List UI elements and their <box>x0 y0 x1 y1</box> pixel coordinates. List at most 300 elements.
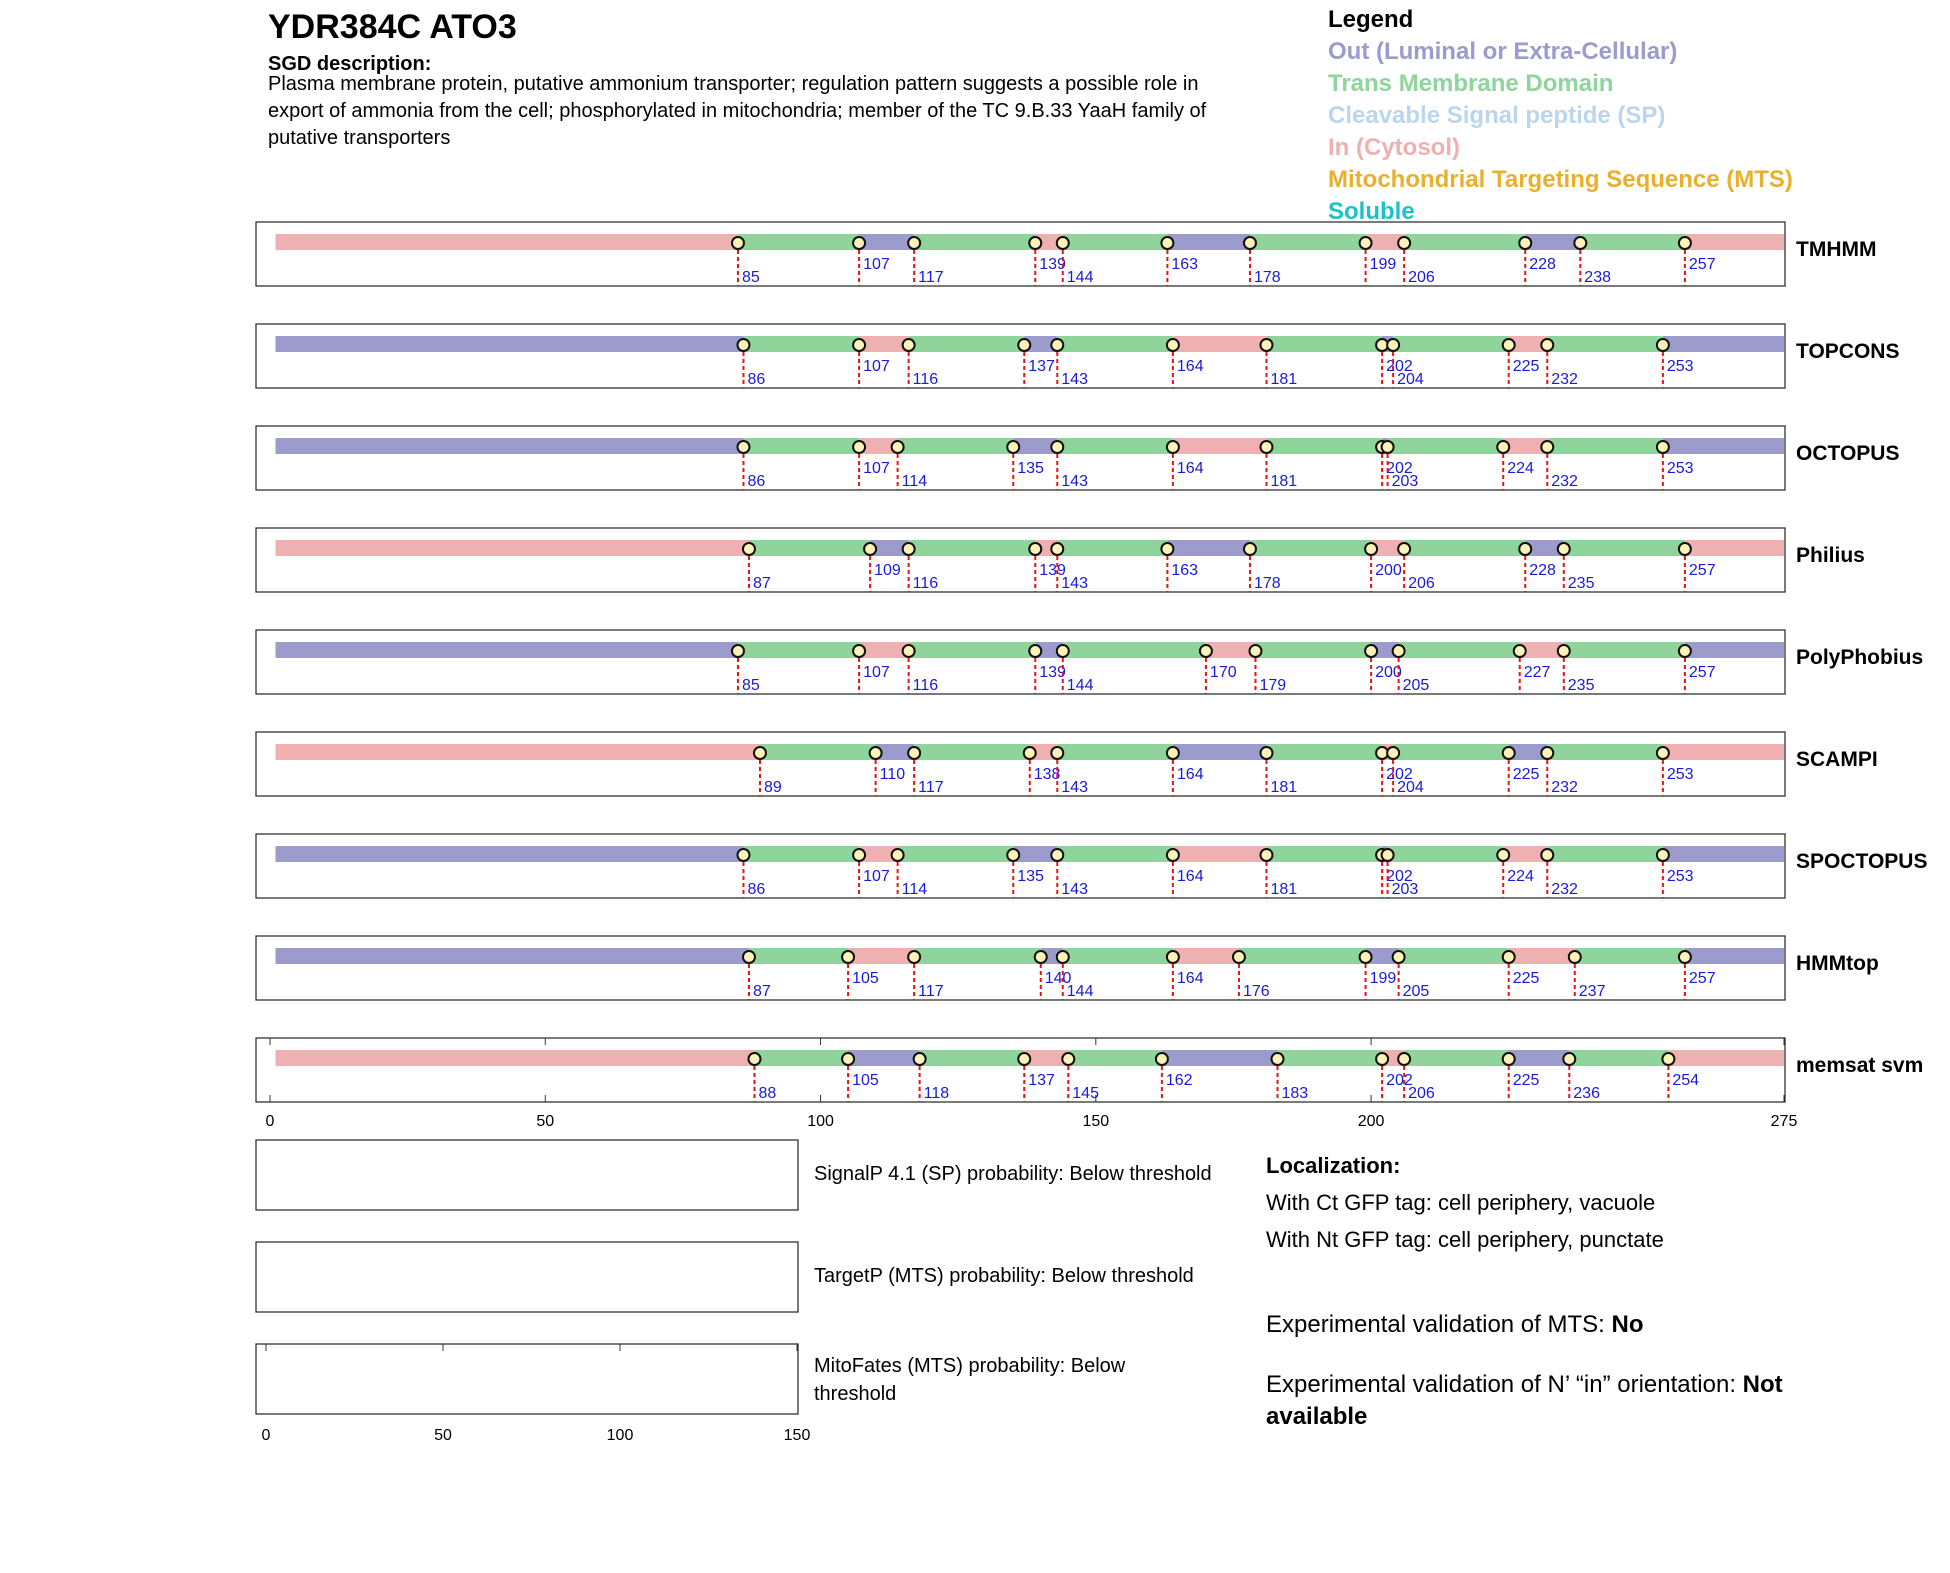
prob-text: TargetP (MTS) probability: Below threshold <box>814 1265 1194 1287</box>
boundary-label: 118 <box>923 1085 950 1102</box>
segment-tm <box>1547 438 1663 454</box>
boundary-label: 116 <box>912 677 939 694</box>
boundary-marker <box>853 645 865 657</box>
segment-tm <box>909 642 1036 658</box>
validation-orientation-value-2: available <box>1266 1403 1368 1430</box>
boundary-label: 143 <box>1061 473 1088 490</box>
boundary-label: 86 <box>747 881 766 898</box>
boundary-marker <box>1679 543 1691 555</box>
boundary-label: 253 <box>1666 358 1694 375</box>
validation-mts <box>1266 1311 1643 1338</box>
predictor-name: HMMtop <box>1796 952 1879 975</box>
boundary-marker <box>732 237 744 249</box>
page-title: YDR384C ATO3 <box>268 8 517 46</box>
prob-text: threshold <box>814 1383 897 1405</box>
boundary-marker <box>1679 951 1691 963</box>
boundary-marker <box>1029 543 1041 555</box>
boundary-label: 225 <box>1512 766 1540 783</box>
boundary-marker <box>1018 1053 1030 1065</box>
boundary-marker <box>1503 951 1515 963</box>
segment-tm <box>1399 642 1520 658</box>
boundary-marker <box>1558 543 1570 555</box>
boundary-marker <box>1393 645 1405 657</box>
segment-out <box>1525 234 1580 250</box>
boundary-label: 181 <box>1270 371 1298 388</box>
boundary-label: 202 <box>1386 1072 1413 1089</box>
segment-out <box>276 336 744 352</box>
boundary-label: 225 <box>1512 1072 1540 1089</box>
boundary-marker <box>1057 645 1069 657</box>
boundary-label: 135 <box>1017 868 1044 885</box>
track-tmhmm <box>256 222 1876 286</box>
sgd-line-3: putative transporters <box>268 127 451 149</box>
boundary-marker <box>853 849 865 861</box>
boundary-label: 164 <box>1176 970 1204 987</box>
boundary-marker <box>1398 543 1410 555</box>
segment-tm <box>1057 744 1173 760</box>
boundary-marker <box>1503 339 1515 351</box>
boundary-label: 117 <box>918 779 944 796</box>
boundary-label: 202 <box>1386 766 1413 783</box>
segment-tm <box>1547 336 1663 352</box>
boundary-marker <box>1519 543 1531 555</box>
boundary-marker <box>1260 441 1272 453</box>
boundary-label: 206 <box>1408 1085 1435 1102</box>
segment-out <box>848 1050 920 1066</box>
boundary-label: 144 <box>1066 983 1094 1000</box>
boundary-marker <box>1018 339 1030 351</box>
segment-in <box>1685 234 1784 250</box>
segment-out <box>859 234 914 250</box>
legend <box>1328 38 1793 225</box>
boundary-label: 110 <box>879 766 906 783</box>
segment-in <box>859 336 909 352</box>
boundary-marker <box>1574 237 1586 249</box>
boundary-label: 114 <box>901 473 928 490</box>
boundary-label: 87 <box>752 983 771 1000</box>
segment-tm <box>1255 642 1371 658</box>
legend-item-soluble: Soluble <box>1328 198 1415 225</box>
boundary-label: 202 <box>1386 868 1413 885</box>
boundary-marker <box>1569 951 1581 963</box>
boundary-label: 144 <box>1066 677 1094 694</box>
boundary-label: 164 <box>1176 868 1204 885</box>
boundary-label: 164 <box>1176 358 1204 375</box>
segment-out <box>276 846 744 862</box>
legend-item-in: In (Cytosol) <box>1328 134 1460 161</box>
boundary-label: 137 <box>1028 358 1055 375</box>
x-tick-label: 0 <box>265 1113 275 1130</box>
boundary-label: 107 <box>863 664 890 681</box>
segment-tm <box>898 846 1014 862</box>
boundary-marker <box>1679 237 1691 249</box>
segment-in <box>1173 438 1267 454</box>
prob-text: SignalP 4.1 (SP) probability: Below threshold <box>814 1163 1212 1185</box>
boundary-marker <box>1167 849 1179 861</box>
boundary-marker <box>1398 237 1410 249</box>
boundary-label: 237 <box>1578 983 1606 1000</box>
boundary-label: 183 <box>1281 1085 1309 1102</box>
segment-out <box>1663 438 1784 454</box>
boundary-label: 253 <box>1666 868 1694 885</box>
boundary-label: 227 <box>1523 664 1551 681</box>
segment-tm <box>1393 336 1509 352</box>
segment-out <box>1162 1050 1278 1066</box>
predictor-name: memsat svm <box>1796 1054 1924 1077</box>
boundary-marker <box>1249 645 1261 657</box>
segment-tm <box>1057 336 1173 352</box>
boundary-label: 181 <box>1270 473 1298 490</box>
boundary-marker <box>1376 1053 1388 1065</box>
segment-tm <box>1063 642 1206 658</box>
segment-tm <box>914 744 1030 760</box>
segment-tm <box>749 948 848 964</box>
legend-item-out: Out (Luminal or Extra-Cellular) <box>1328 38 1678 65</box>
boundary-marker <box>1161 543 1173 555</box>
boundary-marker <box>1260 339 1272 351</box>
segment-tm <box>1547 744 1663 760</box>
boundary-marker <box>1051 849 1063 861</box>
validation-mts-value: No <box>1611 1311 1644 1338</box>
predictor-name: Philius <box>1796 544 1865 567</box>
boundary-marker <box>1360 951 1372 963</box>
track-octopus <box>256 426 1899 490</box>
boundary-label: 170 <box>1209 664 1237 681</box>
boundary-label: 143 <box>1061 575 1088 592</box>
boundary-marker <box>1167 951 1179 963</box>
segment-tm <box>1068 1050 1162 1066</box>
boundary-label: 162 <box>1165 1072 1193 1089</box>
boundary-marker <box>1035 951 1047 963</box>
segment-tm <box>1250 540 1371 556</box>
legend-item-mts: Mitochondrial Targeting Sequence (MTS) <box>1328 166 1793 193</box>
track-topcons <box>256 324 1899 388</box>
boundary-marker <box>737 441 749 453</box>
boundary-label: 88 <box>758 1085 777 1102</box>
segment-tm <box>1063 948 1173 964</box>
boundary-label: 257 <box>1688 256 1716 273</box>
track-hmmtop <box>256 936 1879 1000</box>
boundary-marker <box>743 543 755 555</box>
boundary-label: 87 <box>752 575 771 592</box>
boundary-label: 232 <box>1551 371 1578 388</box>
boundary-label: 224 <box>1507 460 1534 477</box>
boundary-marker <box>892 849 904 861</box>
segment-in <box>1663 744 1784 760</box>
validation-orientation <box>1266 1371 1783 1398</box>
boundary-label: 235 <box>1567 677 1595 694</box>
boundary-marker <box>737 339 749 351</box>
boundary-label: 257 <box>1688 562 1716 579</box>
boundary-label: 85 <box>741 677 760 694</box>
segment-out <box>276 948 749 964</box>
boundary-label: 107 <box>863 256 890 273</box>
boundary-marker <box>1657 849 1669 861</box>
segment-tm <box>1239 948 1366 964</box>
boundary-marker <box>1167 339 1179 351</box>
segment-out <box>1663 336 1784 352</box>
segment-tm <box>1266 846 1382 862</box>
boundary-marker <box>914 1053 926 1065</box>
boundary-label: 145 <box>1072 1085 1099 1102</box>
validation-mts-label: Experimental validation of MTS: <box>1266 1311 1612 1338</box>
boundary-marker <box>1260 747 1272 759</box>
boundary-label: 116 <box>912 575 939 592</box>
boundary-marker <box>1244 543 1256 555</box>
sgd-line-1: Plasma membrane protein, putative ammonium transporter; regulation pattern suggests a possible role in <box>268 73 1199 95</box>
track-polyphobius <box>256 630 1923 694</box>
boundary-label: 235 <box>1567 575 1595 592</box>
boundary-marker <box>737 849 749 861</box>
boundary-marker <box>1167 747 1179 759</box>
boundary-marker <box>1029 237 1041 249</box>
boundary-label: 107 <box>863 868 890 885</box>
track-frame <box>256 630 1785 694</box>
boundary-label: 204 <box>1397 371 1424 388</box>
boundary-marker <box>1387 747 1399 759</box>
boundary-marker <box>1051 747 1063 759</box>
boundary-label: 232 <box>1551 473 1578 490</box>
boundary-marker <box>908 951 920 963</box>
localization-nt: With Nt GFP tag: cell periphery, punctate <box>1266 1227 1664 1252</box>
segment-tm <box>738 234 859 250</box>
prob-text: MitoFates (MTS) probability: Below <box>814 1355 1126 1377</box>
boundary-label: 205 <box>1402 983 1430 1000</box>
segment-tm <box>1388 438 1504 454</box>
segment-tm <box>1250 234 1366 250</box>
validation-orientation-label: Experimental validation of N’ “in” orientation: <box>1266 1371 1743 1398</box>
boundary-marker <box>1007 441 1019 453</box>
segment-out <box>1167 540 1250 556</box>
segment-tm <box>743 438 859 454</box>
segment-in <box>1668 1050 1784 1066</box>
segment-in <box>859 642 909 658</box>
segment-tm <box>1404 1050 1509 1066</box>
boundary-marker <box>1051 339 1063 351</box>
boundary-label: 105 <box>852 970 879 987</box>
boundary-marker <box>1062 1053 1074 1065</box>
boundary-marker <box>842 1053 854 1065</box>
boundary-label: 206 <box>1408 575 1435 592</box>
boundary-label: 86 <box>747 371 766 388</box>
boundary-label: 204 <box>1397 779 1424 796</box>
segment-tm <box>1266 438 1382 454</box>
segment-tm <box>1564 642 1685 658</box>
boundary-label: 114 <box>901 881 928 898</box>
segment-tm <box>743 336 859 352</box>
segment-tm <box>1580 234 1685 250</box>
boundary-marker <box>1233 951 1245 963</box>
boundary-marker <box>754 747 766 759</box>
segment-tm <box>1057 846 1173 862</box>
prob-frame <box>256 1242 798 1312</box>
segment-tm <box>914 948 1041 964</box>
boundary-label: 105 <box>852 1072 879 1089</box>
segment-out <box>1685 948 1784 964</box>
boundary-label: 164 <box>1176 460 1204 477</box>
boundary-label: 86 <box>747 473 766 490</box>
boundary-label: 236 <box>1573 1085 1600 1102</box>
boundary-marker <box>743 951 755 963</box>
boundary-label: 253 <box>1666 766 1694 783</box>
predictor-name: OCTOPUS <box>1796 442 1900 465</box>
boundary-marker <box>853 441 865 453</box>
segment-tm <box>909 540 1036 556</box>
segment-tm <box>1393 744 1509 760</box>
segment-tm <box>754 1050 848 1066</box>
segment-tm <box>743 846 859 862</box>
x-tick-label: 150 <box>1082 1113 1110 1130</box>
predictor-name: SPOCTOPUS <box>1796 850 1928 873</box>
boundary-marker <box>1051 543 1063 555</box>
boundary-label: 181 <box>1270 881 1298 898</box>
predictor-tracks <box>256 222 1927 1102</box>
segment-tm <box>1404 540 1525 556</box>
segment-in <box>1509 948 1575 964</box>
segment-tm <box>749 540 870 556</box>
segment-in <box>276 1050 755 1066</box>
segment-tm <box>1564 540 1685 556</box>
prob-x-tick-label: 0 <box>261 1427 271 1444</box>
segment-tm <box>1266 744 1382 760</box>
boundary-marker <box>1057 237 1069 249</box>
boundary-label: 225 <box>1512 358 1540 375</box>
segment-tm <box>920 1050 1025 1066</box>
boundary-marker <box>908 747 920 759</box>
boundary-marker <box>1558 645 1570 657</box>
boundary-marker <box>1657 339 1669 351</box>
segment-in <box>1685 540 1784 556</box>
boundary-marker <box>1200 645 1212 657</box>
track-frame <box>256 222 1785 286</box>
boundary-marker <box>1541 849 1553 861</box>
boundary-label: 202 <box>1386 460 1413 477</box>
boundary-marker <box>1662 1053 1674 1065</box>
boundary-marker <box>864 543 876 555</box>
segment-tm <box>738 642 859 658</box>
probability-panels <box>256 1140 1212 1444</box>
predictor-name: TMHMM <box>1796 238 1877 261</box>
segment-tm <box>914 234 1035 250</box>
segment-out <box>1663 846 1784 862</box>
segment-in <box>1173 336 1267 352</box>
prob-frame <box>256 1140 798 1210</box>
boundary-label: 254 <box>1672 1072 1700 1089</box>
boundary-marker <box>1244 237 1256 249</box>
boundary-marker <box>1161 237 1173 249</box>
predictor-name: PolyPhobius <box>1796 646 1924 669</box>
segment-tm <box>1057 540 1167 556</box>
boundary-marker <box>1051 441 1063 453</box>
boundary-label: 163 <box>1171 562 1199 579</box>
boundary-label: 107 <box>863 358 890 375</box>
segment-tm <box>1277 1050 1382 1066</box>
boundary-label: 143 <box>1061 881 1088 898</box>
segment-in <box>1173 948 1239 964</box>
boundary-label: 225 <box>1512 970 1540 987</box>
boundary-label: 257 <box>1688 970 1716 987</box>
segment-tm <box>1547 846 1663 862</box>
boundary-marker <box>1398 1053 1410 1065</box>
boundary-marker <box>1360 237 1372 249</box>
boundary-marker <box>870 747 882 759</box>
localization-heading: Localization: <box>1266 1153 1401 1178</box>
segment-in <box>276 540 749 556</box>
segment-tm <box>1266 336 1382 352</box>
boundary-label: 232 <box>1551 881 1578 898</box>
predictor-name: TOPCONS <box>1796 340 1900 363</box>
boundary-label: 200 <box>1375 562 1402 579</box>
segment-in <box>276 234 738 250</box>
localization-ct: With Ct GFP tag: cell periphery, vacuole <box>1266 1190 1656 1215</box>
boundary-label: 137 <box>1028 1072 1055 1089</box>
boundary-label: 138 <box>1033 766 1061 783</box>
segment-tm <box>909 336 1025 352</box>
boundary-label: 179 <box>1259 677 1287 694</box>
boundary-marker <box>1497 441 1509 453</box>
boundary-label: 205 <box>1402 677 1430 694</box>
predictor-name: SCAMPI <box>1796 748 1878 771</box>
boundary-marker <box>748 1053 760 1065</box>
segment-out <box>1167 234 1250 250</box>
segment-out <box>1509 1050 1570 1066</box>
boundary-label: 109 <box>874 562 901 579</box>
segment-in <box>848 948 914 964</box>
segment-out <box>276 642 738 658</box>
boundary-marker <box>1497 849 1509 861</box>
boundary-label: 178 <box>1253 269 1281 286</box>
segment-tm <box>898 438 1014 454</box>
segment-tm <box>1388 846 1504 862</box>
boundary-marker <box>1514 645 1526 657</box>
boundary-label: 89 <box>763 779 782 796</box>
boundary-label: 238 <box>1584 269 1612 286</box>
segment-in <box>276 744 760 760</box>
boundary-marker <box>903 543 915 555</box>
boundary-label: 116 <box>912 371 939 388</box>
boundary-marker <box>1541 747 1553 759</box>
boundary-marker <box>1260 849 1272 861</box>
boundary-marker <box>853 339 865 351</box>
track-scampi <box>256 732 1878 796</box>
segment-out <box>1173 744 1267 760</box>
sgd-heading: SGD description: <box>268 53 432 75</box>
boundary-marker <box>1156 1053 1168 1065</box>
legend-item-sp: Cleavable Signal peptide (SP) <box>1328 102 1666 129</box>
boundary-label: 203 <box>1391 881 1419 898</box>
segment-in <box>1206 642 1256 658</box>
segment-in <box>1173 846 1267 862</box>
boundary-marker <box>903 339 915 351</box>
boundary-label: 143 <box>1061 371 1088 388</box>
boundary-label: 107 <box>863 460 890 477</box>
segment-tm <box>1057 438 1173 454</box>
legend-heading: Legend <box>1328 6 1414 33</box>
boundary-label: 178 <box>1253 575 1281 592</box>
track-spoctopus <box>256 834 1927 898</box>
boundary-marker <box>853 237 865 249</box>
boundary-label: 176 <box>1242 983 1270 1000</box>
boundary-label: 257 <box>1688 664 1716 681</box>
x-tick-label: 275 <box>1770 1113 1798 1130</box>
boundary-label: 228 <box>1529 562 1556 579</box>
prob-panel-targetp <box>256 1242 1194 1312</box>
boundary-label: 199 <box>1369 970 1397 987</box>
boundary-marker <box>1365 543 1377 555</box>
boundary-marker <box>1024 747 1036 759</box>
boundary-marker <box>1503 1053 1515 1065</box>
boundary-marker <box>1393 951 1405 963</box>
